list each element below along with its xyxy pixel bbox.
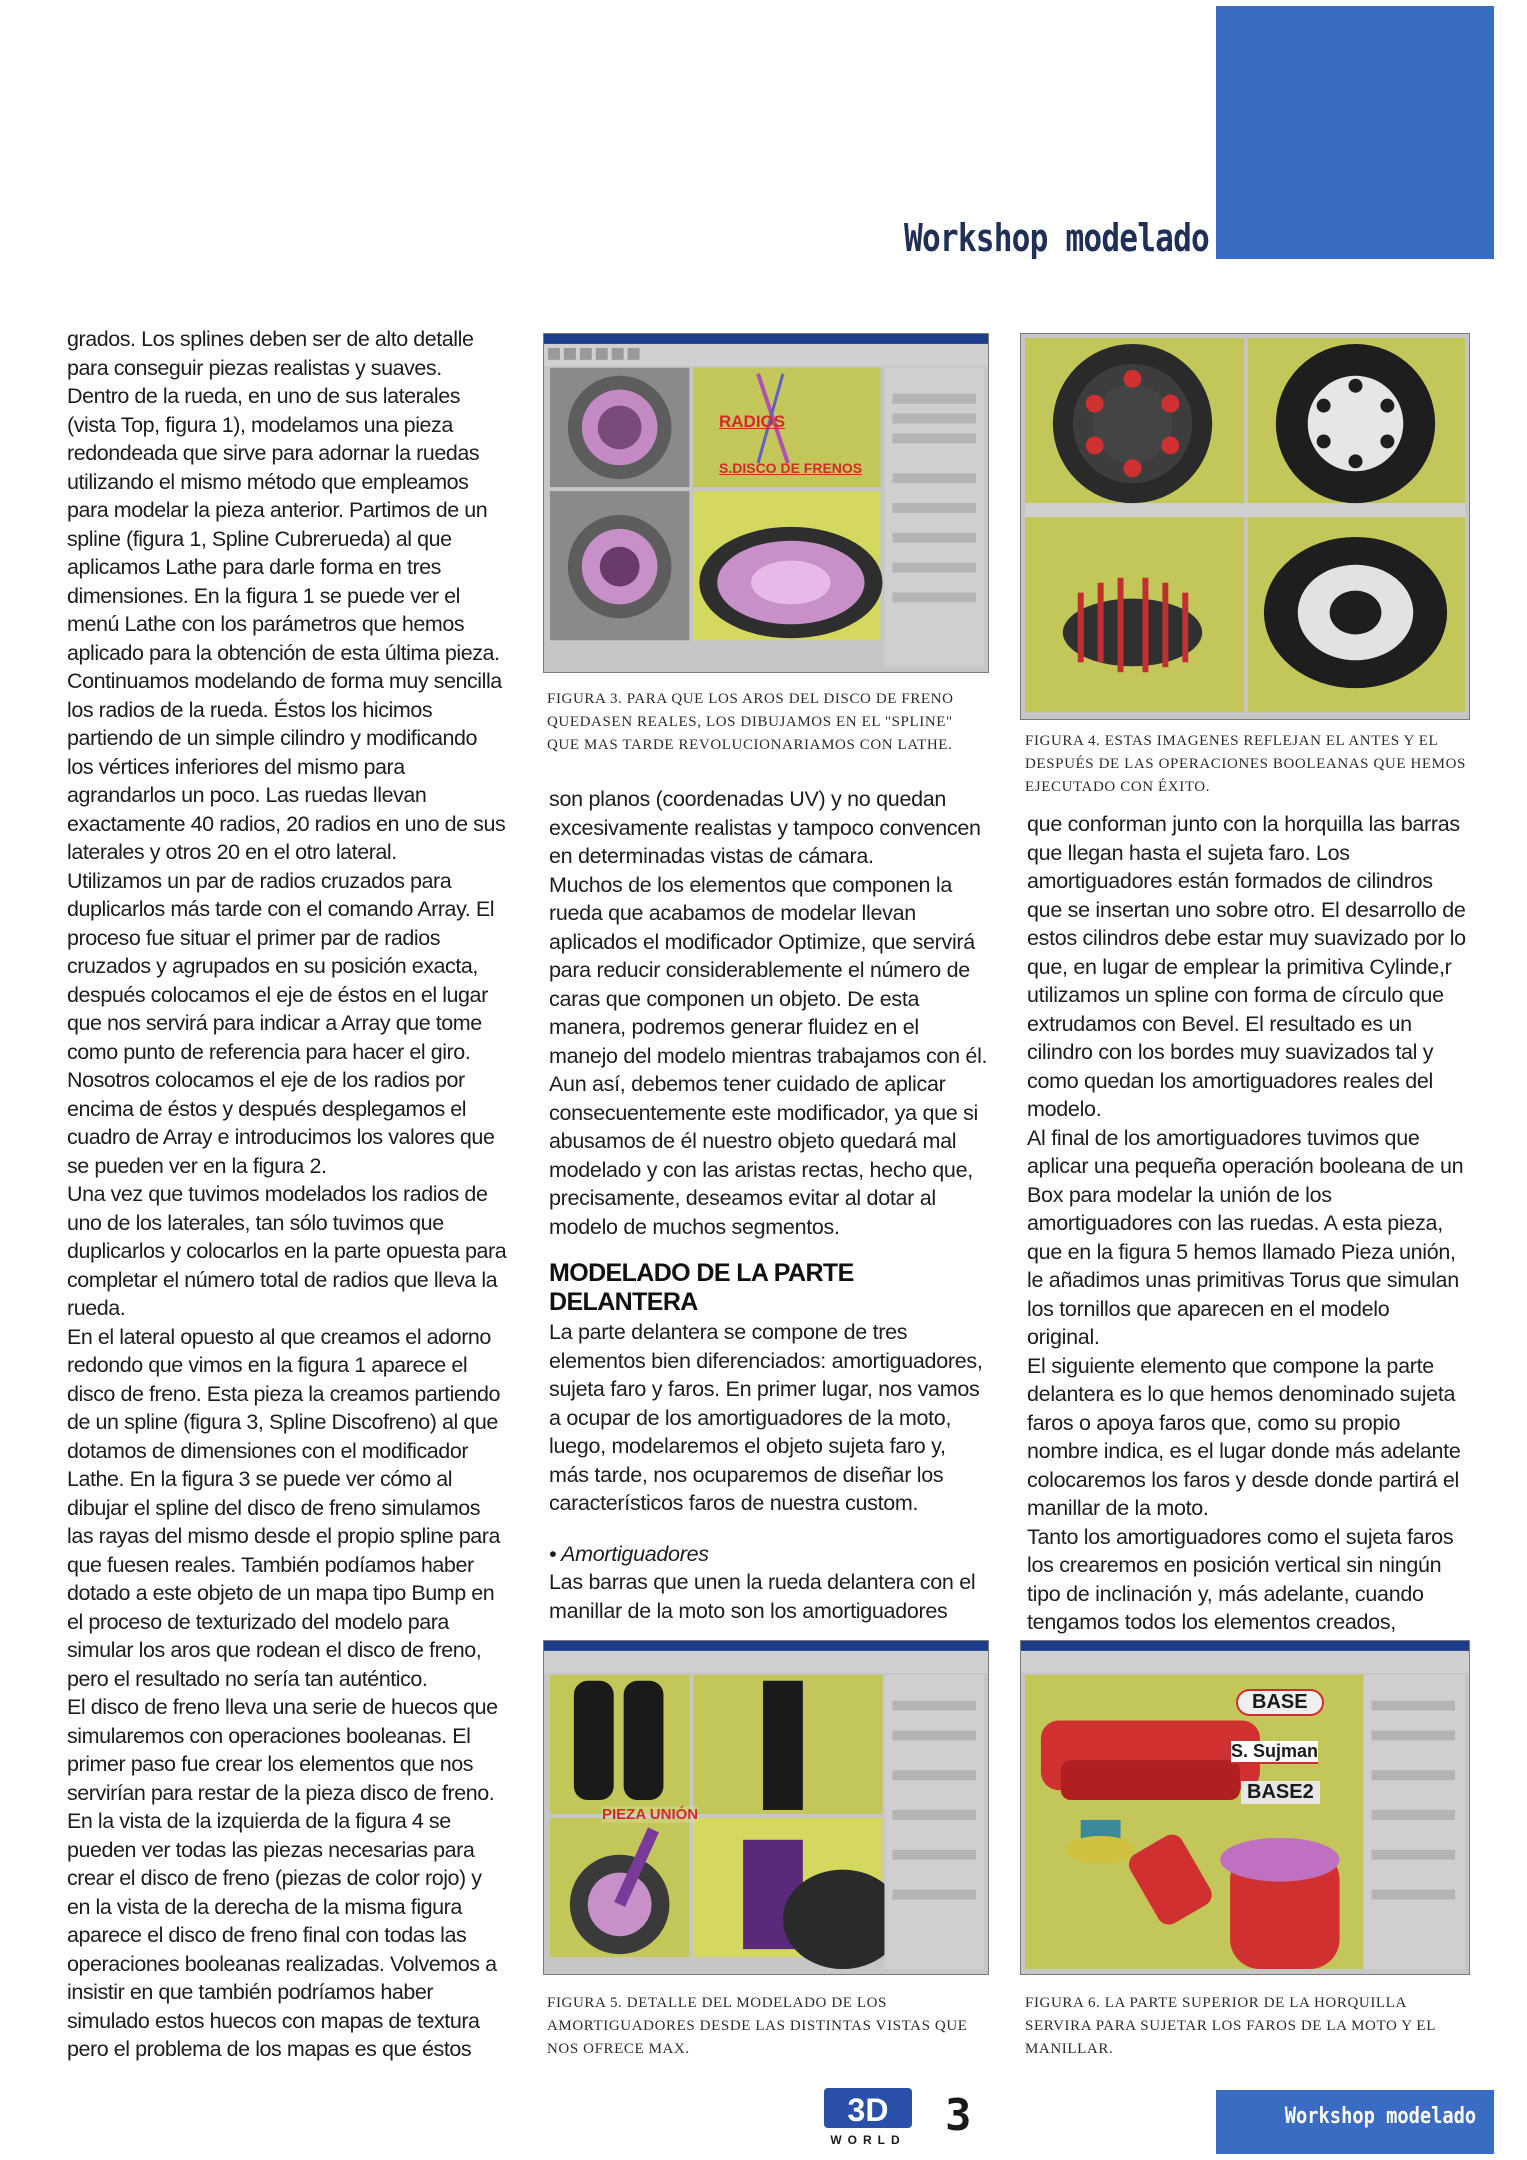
- article-column-right: [1027, 810, 1467, 1665]
- bullet-heading: [549, 1540, 989, 1569]
- figure-6-caption: FIGURA 6. LA PARTE SUPERIOR DE LA HORQUILLA SERVIRA PARA SUJETAR LOS FAROS DE LA MOTO Y EL MANILLAR.: [1025, 1995, 1436, 2057]
- header-color-block: [1216, 6, 1494, 259]
- paragraph: Las barras que unen la rueda delantera con el manillar de la moto son los amortiguadores: [549, 1570, 976, 1623]
- magazine-logo: [822, 2086, 942, 2152]
- paragraph: El siguiente elemento que compone la parte delantera es lo que hemos denominado sujeta faros o apoya faros que, como su propio nombre indica, es el lugar donde más adelante colocaremos los faros y desde donde partirá el manillar de la moto.: [1027, 1353, 1461, 1520]
- paragraph: que conforman junto con la horquilla las barras que llegan hasta el sujeta faro. Los amortiguadores están formados de cilindros que se insertan uno sobre otro. El desarrollo de estos cilindros debe estar muy suavizado por lo que, en lugar de emplear la primitiva Cylinde,r utilizamos un spline con forma de círculo que extrudamos con Bevel. El resultado es un cilindro con los bordes muy suavizados tal y como quedan los amortiguadores reales del modelo.: [1027, 812, 1466, 1121]
- figure-4-screenshot: [1020, 333, 1470, 720]
- paragraph: Dentro de la rueda, en uno de sus laterales (vista Top, figura 1), modelamos una pieza redondeada que sirve para adornar la ruedas utilizando el mismo método que empleamos para modelar la pieza anterior. Partimos de un spline (figura 1, Spline Cubrerueda) al que aplicamos Lathe para darle forma en tres dimensiones. En la figura 1 se puede ver el menú Lathe con los parámetros que hemos aplicado para la obtención de esta última pieza.: [67, 384, 500, 665]
- paragraph: Continuamos modelando de forma muy sencilla los radios de la rueda. Éstos los hicimos partiendo de un simple cilindro y modificando los vértices inferiores del mismo para agrandarlos un poco. Las ruedas llevan exactamente 40 radios, 20 radios en uno de sus laterales y otros 20 en el otro lateral.: [67, 669, 506, 864]
- figure-3-caption: FIGURA 3. PARA QUE LOS AROS DEL DISCO DE FRENO QUEDASEN REALES, LOS DIBUJAMOS EN EL "SPLINE" QUE MAS TARDE REVOLUCIONARIAMOS CON LATHE.: [547, 691, 954, 753]
- paragraph: grados. Los splines deben ser de alto detalle para conseguir piezas realistas y suaves.: [67, 327, 474, 380]
- paragraph: Tanto los amortiguadores como el sujeta faros los crearemos en posición vertical sin ningún tipo de inclinación y, más adelante, cuando tengamos todos los elementos creados,: [1027, 1524, 1454, 1634]
- article-column-left: [67, 325, 507, 2064]
- section-title: Workshop modelado: [904, 216, 1209, 260]
- paragraph: Utilizamos un par de radios cruzados para duplicarlos más tarde con el comando Array. El proceso fue situar el primer par de radios cruzados y agrupados en su posición exacta, después colocamos el eje de éstos en el lugar que nos servirá para indicar a Array que tome como punto de referencia para hacer el giro. Nosotros colocamos el eje de los radios por encima de éstos y después desplegamos el cuadro de Array e introducimos los valores que se pueden ver en la figura 2.: [67, 868, 495, 1178]
- section-heading: MODELADO DE LA PARTE DELANTERA: [549, 1259, 854, 1316]
- footer-color-block: [1216, 2090, 1494, 2154]
- label-s-sujman: S. Sujman: [1231, 1741, 1318, 1764]
- figure-4-caption: FIGURA 4. ESTAS IMAGENES REFLEJAN EL ANTES Y EL DESPUÉS DE LAS OPERACIONES BOOLEANAS QUE HEMOS EJECUTADO CON ÉXITO.: [1025, 733, 1466, 795]
- logo-subtext: WORLD: [830, 2133, 906, 2147]
- page-number: 3: [945, 2090, 972, 2141]
- label-base2: BASE2: [1241, 1781, 1320, 1804]
- label-disco-frenos: S.DISCO DE FRENOS: [719, 460, 863, 476]
- figure-5-caption: FIGURA 5. DETALLE DEL MODELADO DE LOS AMORTIGUADORES DESDE LAS DISTINTAS VISTAS QUE NOS OFRECE MAX.: [547, 1995, 968, 2057]
- paragraph: El disco de freno lleva una serie de huecos que simularemos con operaciones booleanas. El primer paso fue crear los elementos que nos servirían para restar de la pieza disco de freno. En la vista de la izquierda de la figura 4 se pueden ver todas las piezas necesarias para crear el disco de freno (piezas de color rojo) y en la vista de la derecha de la misma figura aparece el disco de freno final con todas las operaciones booleanas realizadas. Volvemos a insistir en que también podríamos haber simulado estos huecos con mapas de textura pero el problema de los mapas es que éstos: [67, 1695, 498, 2061]
- paragraph: La parte delantera se compone de tres elementos bien diferenciados: amortiguadores, sujeta faro y faros. En primer lugar, nos vamos a ocupar de los amortiguadores de la moto, luego, modelaremos el objeto sujeta faro y, más tarde, nos ocuparemos de diseñar los característicos faros de nuestra custom.: [549, 1320, 983, 1515]
- paragraph: son planos (coordenadas UV) y no quedan excesivamente realistas y tampoco convencen en determinadas vistas de cámara.: [549, 787, 981, 868]
- paragraph: Al final de los amortiguadores tuvimos que aplicar una pequeña operación booleana de un Box para modelar la unión de los amortiguadores con las ruedas. A esta pieza, que en la figura 5 hemos llamado Pieza unión, le añadimos unas primitivas Torus que simulan los tornillos que aparecen en el modelo original.: [1027, 1125, 1464, 1349]
- figure-5-screenshot: [543, 1640, 989, 1975]
- paragraph: Una vez que tuvimos modelados los radios de uno de los laterales, tan sólo tuvimos que duplicarlos y colocarlos en la parte opuesta para completar el número total de radios que lleva la rueda.: [67, 1182, 507, 1320]
- figure-3-screenshot: [543, 333, 989, 673]
- paragraph: En el lateral opuesto al que creamos el adorno redondo que vimos en la figura 1 aparece el disco de freno. Esta pieza la creamos partiendo de un spline (figura 3, Spline Discofreno) al que dotamos de dimensiones con el modificador Lathe. En la figura 3 se puede ver cómo al dibujar el spline del disco de freno simulamos las rayas del mismo desde el propio spline para que fuesen reales. También podíamos haber dotado a este objeto de un mapa tipo Bump en el proceso de texturizado del modelo para simular los aros que rodean el disco de freno, pero el resultado no sería tan auténtico.: [67, 1324, 500, 1691]
- footer-section-label: Workshop modelado: [1284, 2104, 1476, 2129]
- paragraph: Muchos de los elementos que componen la rueda que acabamos de modelar llevan aplicados el modificador Optimize, que servirá para reducir considerablemente el número de caras que componen un objeto. De esta manera, podremos generar fluidez en el manejo del modelo mientras trabajamos con él. Aun así, debemos tener cuidado de aplicar consecuentemente este modificador, ya que si abusamos de él nuestro objeto quedará mal modelado y con las aristas rectas, hecho que, precisamente, deseamos evitar al dotar al modelo de muchos segmentos.: [549, 872, 988, 1239]
- logo-text: 3D: [847, 2092, 889, 2128]
- figure-6-screenshot: [1020, 1640, 1470, 1975]
- bullet-text: • Amortiguadores: [549, 1541, 709, 1566]
- label-pieza-union: PIEZA UNIÓN: [602, 1806, 699, 1823]
- label-base: BASE: [1236, 1689, 1324, 1716]
- article-column-middle: [549, 785, 989, 1625]
- label-radios: RADIOS: [719, 412, 786, 431]
